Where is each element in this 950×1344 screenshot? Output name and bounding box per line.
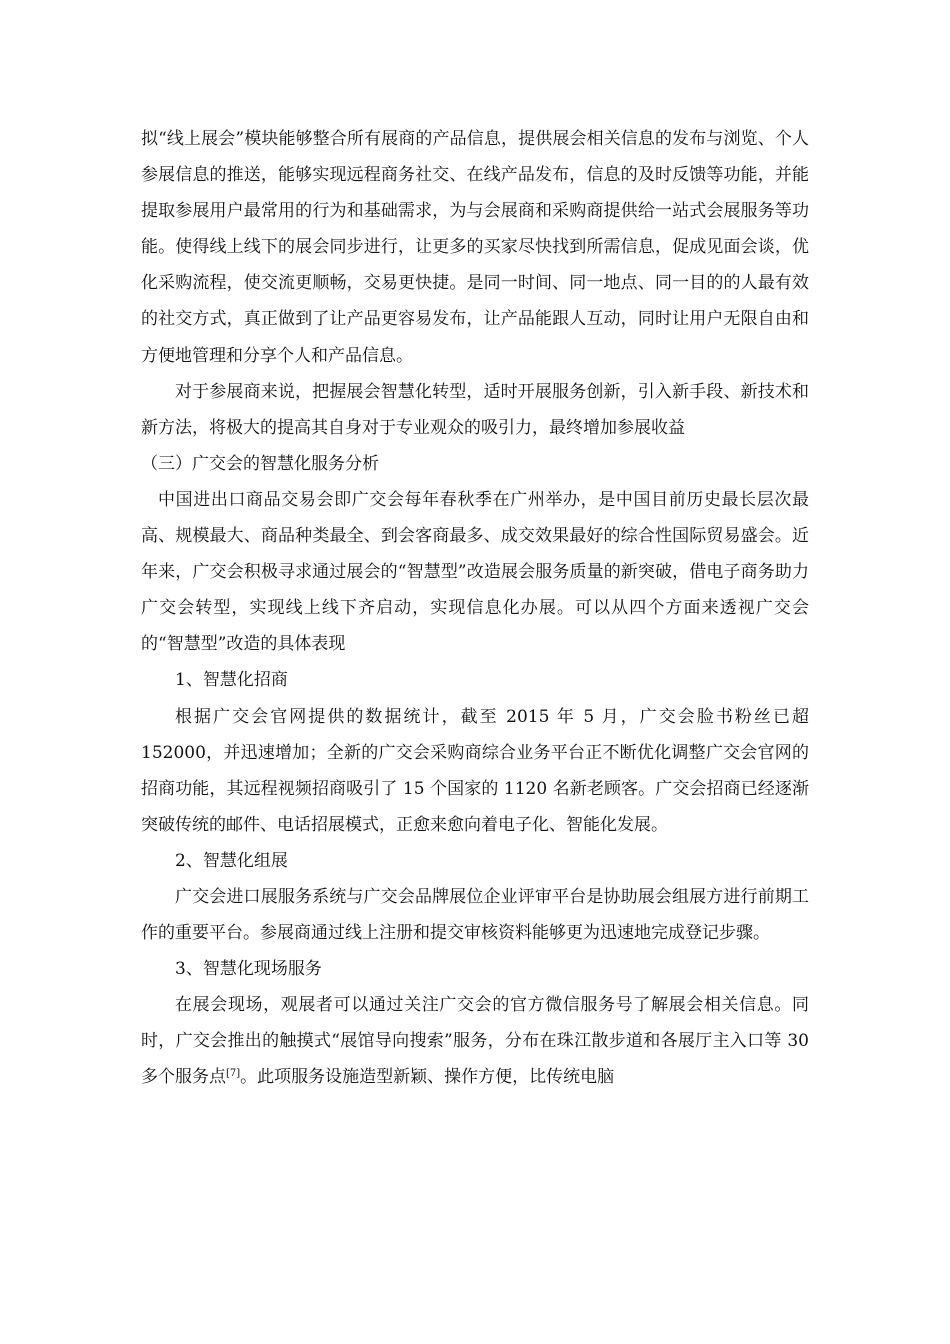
paragraph-smart-investment: 根据广交会官网提供的数据统计，截至 2015 年 5 月，广交会脸书粉丝已超 152000，并迅速增加；全新的广交会采购商综合业务平台正不断优化调整广交会官网的招商功能，其远程视频招商吸引了 15 个国家的 1120 名新老顾客。广交会招商已经逐渐突破传统的邮件、电话招展模式，正愈来愈向着电子化、智能化发展。 — [141, 706, 809, 835]
paragraph-text-part-a: 在展会现场，观展者可以通过关注广交会的官方微信服务号了解展会相关信息。同时，广交会推出的触摸式“展馆导向搜索”服务，分布在珠江散步道和各展厅主入口等 30 多个服务点 — [141, 995, 809, 1088]
paragraph-exhibitors: 对于参展商来说，把握展会智慧化转型，适时开展服务创新，引入新手段、新技术和新方法，将极大的提高其自身对于专业观众的吸引力，最终增加参展收益 — [141, 381, 809, 438]
citation-reference: [7] — [226, 1068, 241, 1080]
subheading-smart-investment: 1、智慧化招商 — [175, 670, 288, 691]
paragraph-smart-organization: 广交会进口展服务系统与广交会品牌展位企业评审平台是协助展会组展方进行前期工作的重要平台。参展商通过线上注册和提交审核资料能够更为迅速地完成登记步骤。 — [141, 886, 809, 944]
section-heading: （三）广交会的智慧化服务分析 — [141, 453, 379, 474]
paragraph-text-part-b: 。此项服务设施造型新颖、操作方便，比传统电脑 — [240, 1067, 615, 1088]
document-page — [141, 121, 809, 1096]
subheading-smart-organization: 2、智慧化组展 — [175, 850, 288, 871]
subheading-smart-onsite-service: 3、智慧化现场服务 — [175, 959, 322, 980]
paragraph-canton-fair-intro: 中国进出口商品交易会即广交会每年春秋季在广州举办，是中国目前历史最长层次最高、规模最大、商品种类最全、到会客商最多、成交效果最好的综合性国际贸易盛会。近年来，广交会积极寻求通过展会的“智慧型”改造展会服务质量的新突破，借电子商务助力广交会转型，实现线上线下齐启动，实现信息化办展。可以从四个方面来透视广交会的“智慧型”改造的具体表现 — [141, 489, 809, 655]
paragraph-smart-onsite-service — [141, 987, 809, 1095]
paragraph-online-exhibition: 拟“线上展会”模块能够整合所有展商的产品信息，提供展会相关信息的发布与浏览、个人参展信息的推送，能够实现远程商务社交、在线产品发布，信息的及时反馈等功能，并能提取参展用户最常用的行为和基础需求，为与会展商和采购商提供给一站式会展服务等功能。使得线上线下的展会同步进行，让更多的买家尽快找到所需信息，促成见面会谈，优化采购流程，使交流更顺畅，交易更快捷。是同一时间、同一地点、同一目的的人最有效的社交方式，真正做到了让产品更容易发布，让产品能跟人互动，同时让用户无限自由和方便地管理和分享个人和产品信息。 — [141, 129, 809, 366]
